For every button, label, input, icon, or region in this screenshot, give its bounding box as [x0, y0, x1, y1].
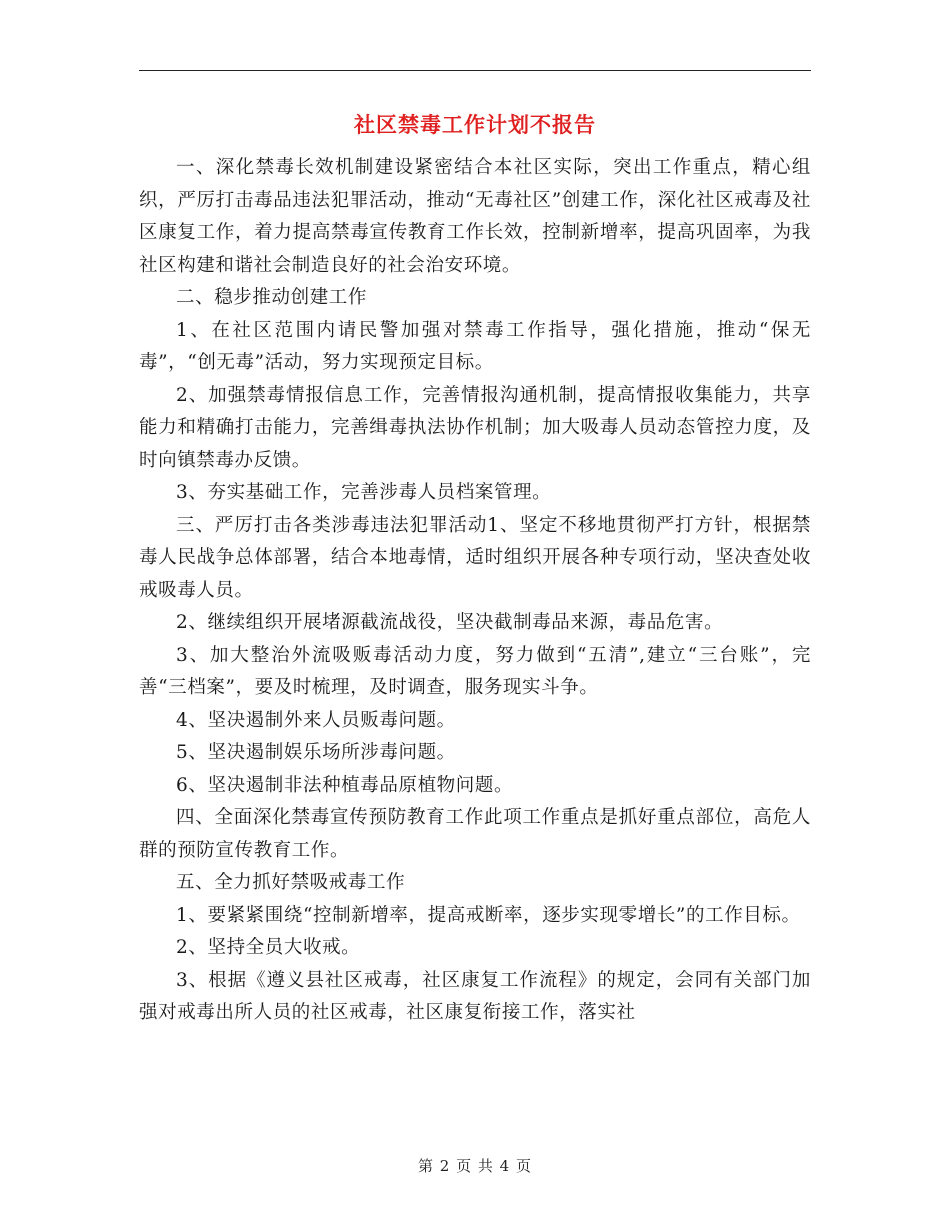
header-rule [139, 70, 811, 71]
paragraph: 6、坚决遏制非法种植毒品原植物问题。 [176, 774, 514, 796]
paragraph: 4、坚决遏制外来人员贩毒问题。 [176, 709, 456, 731]
document-title: 社区禁毒工作计划不报告 [354, 112, 596, 137]
paragraph: 2、坚持全员大收戒。 [176, 937, 361, 958]
total-pages-number: 4 [499, 1157, 511, 1175]
paragraph: 一、深化禁毒长效机制建设紧密结合本社区实际，突出工作重点，精心组织，严厉打击毒品违法犯罪活动，推动“无毒社区”创建工作，深化社区戒毒及社区康复工作，着力提高禁毒宣传教育工作长效，控制新增率，提高巩固率，为我社区构建和谐社会制造良好的社会治安环境。 [139, 157, 811, 276]
current-page-number: 2 [439, 1157, 451, 1175]
paragraph: 1、在社区范围内请民警加强对禁毒工作指导，强化措施，推动“保无毒”，“创无毒”活动，努力实现预定目标。 [139, 319, 811, 373]
page-number-footer [0, 1156, 950, 1176]
paragraph: 2、加强禁毒情报信息工作，完善情报沟通机制，提高情报收集能力，共享能力和精确打击能力，完善缉毒执法协作机制；加大吸毒人员动态管控力度，及时向镇禁毒办反馈。 [139, 384, 811, 471]
paragraph: 二、稳步推动创建工作 [176, 287, 368, 308]
paragraph: 五、全力抓好禁吸戒毒工作 [176, 872, 406, 893]
footer-prefix: 第 [417, 1157, 434, 1175]
paragraph: 3、加大整治外流吸贩毒活动力度，努力做到“五清”,建立“三台账”，完善“三档案”，要及时梳理，及时调查，服务现实斗争。 [139, 644, 811, 698]
paragraph: 3、根据《遵义县社区戒毒，社区康复工作流程》的规定，会同有关部门加强对戒毒出所人员的社区戒毒，社区康复衔接工作，落实社 [139, 969, 811, 1023]
paragraph: 三、严厉打击各类涉毒违法犯罪活动1、坚定不移地贯彻严打方针，根据禁毒人民战争总体部署，结合本地毒情，适时组织开展各种专项行动，坚决查处收戒吸毒人员。 [139, 514, 811, 601]
paragraph: 四、全面深化禁毒宣传预防教育工作此项工作重点是抓好重点部位，高危人群的预防宣传教育工作。 [139, 807, 811, 861]
paragraph: 1、要紧紧围绕“控制新增率，提高戒断率，逐步实现零增长”的工作目标。 [176, 904, 801, 926]
footer-suffix: 页 [516, 1157, 533, 1175]
paragraph: 2、继续组织开展堵源截流战役，坚决截制毒品来源，毒品危害。 [176, 612, 724, 633]
paragraph: 5、坚决遏制娱乐场所涉毒问题。 [176, 742, 456, 763]
footer-middle: 页 共 [456, 1157, 494, 1175]
paragraph: 3、夯实基础工作，完善涉毒人员档案管理。 [176, 482, 552, 503]
document-body [139, 152, 811, 1030]
